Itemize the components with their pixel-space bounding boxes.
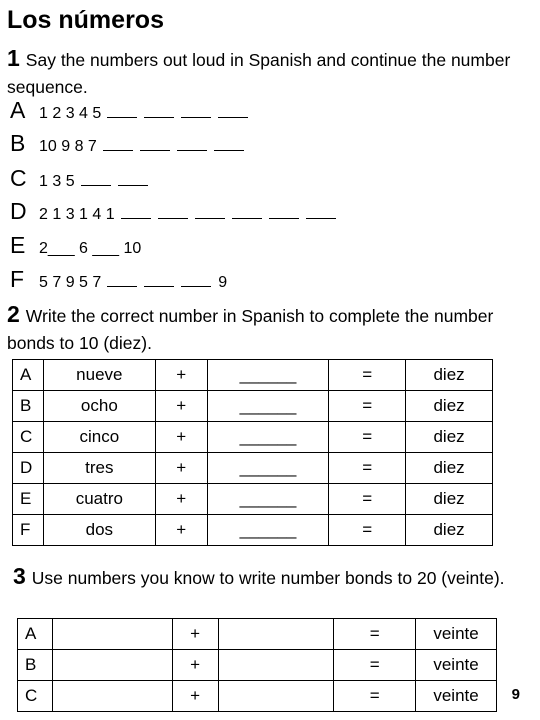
cell-letter: E [13, 484, 44, 515]
answer-blank[interactable] [140, 149, 170, 151]
answer-blank[interactable] [107, 116, 137, 118]
sequence-row [10, 165, 155, 192]
cell-result: diez [406, 360, 493, 391]
cell-result: diez [406, 515, 493, 546]
answer-blank[interactable] [158, 217, 188, 219]
cell-letter: C [18, 681, 53, 712]
section-3-instruction-text: Use numbers you know to write number bonds to 20 (veinte). [31, 568, 505, 588]
cell-word: cuatro [43, 484, 155, 515]
cell-word: dos [43, 515, 155, 546]
table-row [13, 484, 493, 515]
cell-plus: + [155, 422, 207, 453]
sequence-numbers: 10 9 8 7 [39, 138, 97, 155]
section-2-number: 2 [7, 301, 20, 327]
sequence-numbers: 2 1 3 1 4 1 [39, 206, 115, 223]
page-number: 9 [511, 686, 520, 703]
cell-letter: B [13, 391, 44, 422]
cell-equals: = [329, 453, 406, 484]
section-3-number: 3 [13, 563, 26, 589]
answer-blank[interactable] [195, 217, 225, 219]
section-3-instruction [13, 563, 523, 592]
table-row [18, 619, 497, 650]
table-row [13, 391, 493, 422]
cell-equals: = [329, 515, 406, 546]
cell-plus: + [155, 360, 207, 391]
cell-plus: + [155, 515, 207, 546]
sequence-tail: 9 [218, 274, 228, 291]
answer-blank[interactable] [177, 149, 207, 151]
cell-plus: + [155, 391, 207, 422]
sequence-row [10, 130, 251, 157]
cell-result: veinte [416, 619, 497, 650]
sequence-letter: A [10, 97, 26, 123]
cell-first[interactable] [52, 619, 172, 650]
answer-blank[interactable] [107, 285, 137, 287]
sequence-row [10, 232, 147, 259]
sequence-letter: D [10, 198, 27, 224]
cell-plus: + [172, 681, 218, 712]
cell-letter: F [13, 515, 44, 546]
section-1-number: 1 [7, 45, 20, 71]
cell-blank[interactable]: ______ [207, 515, 329, 546]
cell-equals: = [334, 681, 416, 712]
cell-equals: = [329, 422, 406, 453]
cell-first[interactable] [52, 650, 172, 681]
sequence-row [10, 97, 255, 124]
cell-letter: D [13, 453, 44, 484]
answer-blank[interactable] [181, 116, 211, 118]
bonds-to-10-table [12, 359, 493, 546]
cell-word: nueve [43, 360, 155, 391]
cell-second[interactable] [218, 681, 334, 712]
answer-blank[interactable] [118, 184, 148, 186]
cell-letter: B [18, 650, 53, 681]
cell-result: diez [406, 453, 493, 484]
answer-blank[interactable] [214, 149, 244, 151]
sequence-numbers: 1 2 3 4 5 [39, 105, 102, 122]
cell-letter: C [13, 422, 44, 453]
table-row [13, 422, 493, 453]
cell-plus: + [155, 484, 207, 515]
cell-plus: + [172, 650, 218, 681]
sequence-numbers: 2___ 6 ___ 10 [39, 240, 142, 257]
bonds-to-20-table [17, 618, 497, 712]
cell-blank[interactable]: ______ [207, 484, 329, 515]
cell-result: diez [406, 391, 493, 422]
cell-second[interactable] [218, 619, 334, 650]
sequence-row [10, 266, 227, 293]
cell-first[interactable] [52, 681, 172, 712]
cell-equals: = [329, 484, 406, 515]
answer-blank[interactable] [232, 217, 262, 219]
cell-equals: = [334, 650, 416, 681]
table-row [18, 650, 497, 681]
answer-blank[interactable] [81, 184, 111, 186]
cell-letter: A [13, 360, 44, 391]
answer-blank[interactable] [306, 217, 336, 219]
table-row [18, 681, 497, 712]
cell-blank[interactable]: ______ [207, 422, 329, 453]
cell-equals: = [329, 391, 406, 422]
cell-equals: = [329, 360, 406, 391]
cell-word: ocho [43, 391, 155, 422]
cell-result: diez [406, 422, 493, 453]
section-2-instruction [7, 301, 527, 357]
answer-blank[interactable] [103, 149, 133, 151]
table-row [13, 453, 493, 484]
answer-blank[interactable] [144, 285, 174, 287]
answer-blank[interactable] [121, 217, 151, 219]
cell-second[interactable] [218, 650, 334, 681]
cell-result: veinte [416, 650, 497, 681]
section-1-instruction-text: Say the numbers out loud in Spanish and continue the number sequence. [7, 50, 511, 97]
cell-blank[interactable]: ______ [207, 453, 329, 484]
cell-plus: + [155, 453, 207, 484]
cell-equals: = [334, 619, 416, 650]
cell-plus: + [172, 619, 218, 650]
cell-word: cinco [43, 422, 155, 453]
answer-blank[interactable] [144, 116, 174, 118]
answer-blank[interactable] [181, 285, 211, 287]
answer-blank[interactable] [218, 116, 248, 118]
cell-letter: A [18, 619, 53, 650]
cell-result: diez [406, 484, 493, 515]
sequence-letter: E [10, 232, 26, 258]
section-2-instruction-text: Write the correct number in Spanish to complete the number bonds to 10 (diez). [7, 306, 494, 353]
sequence-numbers: 5 7 9 5 7 [39, 274, 102, 291]
cell-blank[interactable]: ______ [207, 360, 329, 391]
table-row [13, 515, 493, 546]
section-1-instruction [7, 45, 527, 101]
sequence-row [10, 198, 343, 225]
cell-blank[interactable]: ______ [207, 391, 329, 422]
cell-word: tres [43, 453, 155, 484]
page-title: Los números [7, 6, 164, 34]
answer-blank[interactable] [269, 217, 299, 219]
cell-result: veinte [416, 681, 497, 712]
sequence-letter: C [10, 165, 27, 191]
sequence-numbers: 1 3 5 [39, 173, 75, 190]
sequence-letter: F [10, 266, 25, 292]
sequence-letter: B [10, 130, 26, 156]
table-row [13, 360, 493, 391]
